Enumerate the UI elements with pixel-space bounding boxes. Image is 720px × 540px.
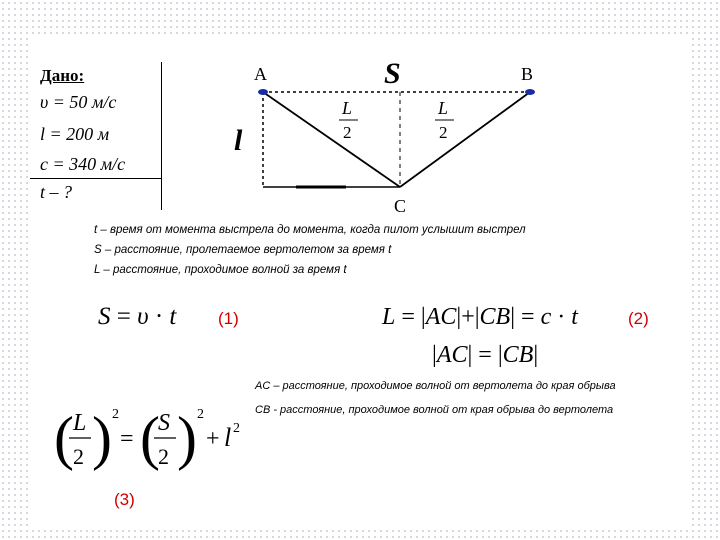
svg-text:+: + <box>206 426 220 452</box>
tag-3: (3) <box>114 490 135 509</box>
formula-2-text: L = |AC|+|CB| = c · t <box>382 304 578 330</box>
given-title: Дано: <box>40 66 85 85</box>
svg-text:2: 2 <box>73 444 84 469</box>
formula-3-lparen-1: ( <box>54 405 74 471</box>
given-sound-speed: c = 340 м/с <box>40 154 126 174</box>
note-t: t – время от момента выстрела до момента, когда пилот услышит выстрел <box>94 224 526 236</box>
label-s: S <box>384 57 401 90</box>
note-ac: AC – расстояние, проходимое волной от вертолета до края обрыва <box>255 380 616 392</box>
half-l-right-den: 2 <box>439 123 448 142</box>
formula-2 <box>368 294 618 374</box>
svg-text:L: L <box>73 410 87 436</box>
tag-1: (1) <box>218 309 239 328</box>
svg-text:=: = <box>120 426 134 452</box>
svg-text:2: 2 <box>112 407 119 422</box>
half-l-right-num: L <box>438 98 449 118</box>
half-l-left-den: 2 <box>343 123 352 142</box>
note-s: S – расстояние, пролетаемое вертолетом за время t <box>94 244 392 256</box>
half-l-left-num: L <box>342 98 353 118</box>
formula-2b-text: |AC| = |CB| <box>432 342 539 368</box>
segment-ac <box>263 92 400 187</box>
formula-3-rparen-1: ) <box>92 405 112 471</box>
svg-text:l: l <box>224 423 232 452</box>
label-a: A <box>254 64 267 84</box>
formula-3-lparen-2: ( <box>140 405 160 471</box>
note-cb: CB - расстояние, проходимое волной от края обрыва до вертолета <box>255 404 614 416</box>
label-c: C <box>394 196 407 216</box>
tag-2: (2) <box>628 309 649 328</box>
formula-3-rparen-2: ) <box>177 405 197 471</box>
slide <box>28 38 692 528</box>
point-b <box>525 89 535 95</box>
formula-1 <box>88 296 228 336</box>
svg-text:2: 2 <box>197 407 204 422</box>
geometry-diagram <box>28 38 692 238</box>
given-speed: υ = 50 м/с <box>40 92 117 112</box>
formula-3 <box>52 400 272 482</box>
svg-text:S: S <box>158 410 170 436</box>
formula-1-text: S = υ · t <box>98 303 177 330</box>
label-b: B <box>521 64 534 84</box>
note-l: L – расстояние, проходимое волной за время t <box>94 264 347 276</box>
label-l: l <box>234 124 243 157</box>
segment-cb <box>400 92 530 187</box>
given-unknown: t – ? <box>40 182 73 202</box>
point-a <box>258 89 268 95</box>
svg-text:2: 2 <box>158 444 169 469</box>
svg-text:2: 2 <box>233 421 240 436</box>
given-height: l = 200 м <box>40 124 110 144</box>
